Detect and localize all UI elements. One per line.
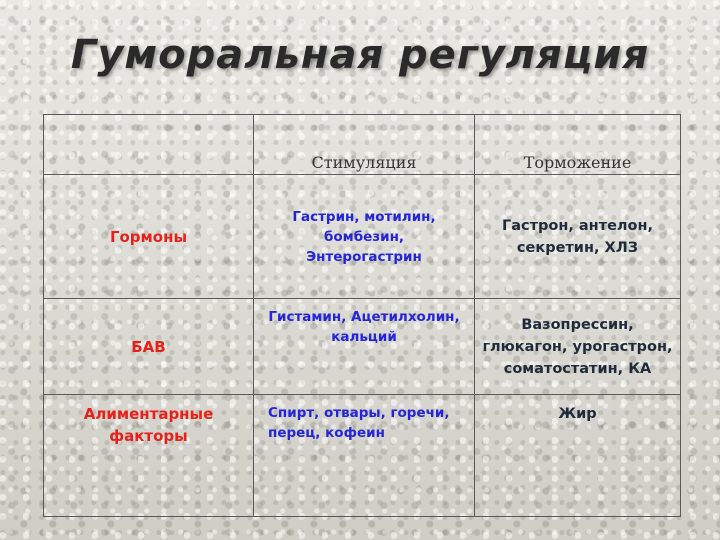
row-label-line: Гормоны [109,227,188,246]
inhibition-cell-hormones [475,175,681,299]
inhibition-line: Жир [558,406,597,422]
table-row-alimentary [44,395,681,517]
row-label-hormones [44,175,254,299]
inhibition-line: соматостатин, КА [503,360,652,377]
row-label-line: Алиментарные [83,405,214,423]
stimulation-line: Гистамин, Ацетилхолин, [268,308,460,325]
inhibition-line: Гастрон, антелон, [501,217,654,234]
row-label-bav [44,299,254,395]
slide-title: Гуморальная регуляция [70,32,650,78]
inhibition-cell-alimentary [475,395,681,517]
table-row-bav [44,299,681,395]
stimulation-line: бомбезин, [323,228,405,245]
stimulation-line: кальций [331,328,397,345]
inhibition-line: Вазопрессин, [521,316,634,333]
stimulation-cell-alimentary [254,395,475,517]
stimulation-line: Энтерогастрин [306,248,422,265]
header-stimulation: Стимуляция [254,115,475,175]
header-empty-cell [44,115,254,175]
stimulation-cell-bav [254,279,475,375]
stimulation-line: Спирт, отвары, горечи, [268,405,450,421]
inhibition-line: секретин, ХЛЗ [516,239,639,256]
inhibition-line: глюкагон, урогастрон, [482,338,673,355]
stimulation-line: Гастрин, мотилин, [292,208,436,225]
regulation-table [43,114,681,517]
row-label-alimentary [44,395,254,517]
stimulation-line: перец, кофеин [268,425,385,441]
row-label-line: факторы [109,427,188,445]
inhibition-cell-bav [475,299,681,395]
header-inhibition: Торможение [475,115,681,175]
row-label-line: БАВ [131,337,166,356]
table-header-row [44,115,681,175]
